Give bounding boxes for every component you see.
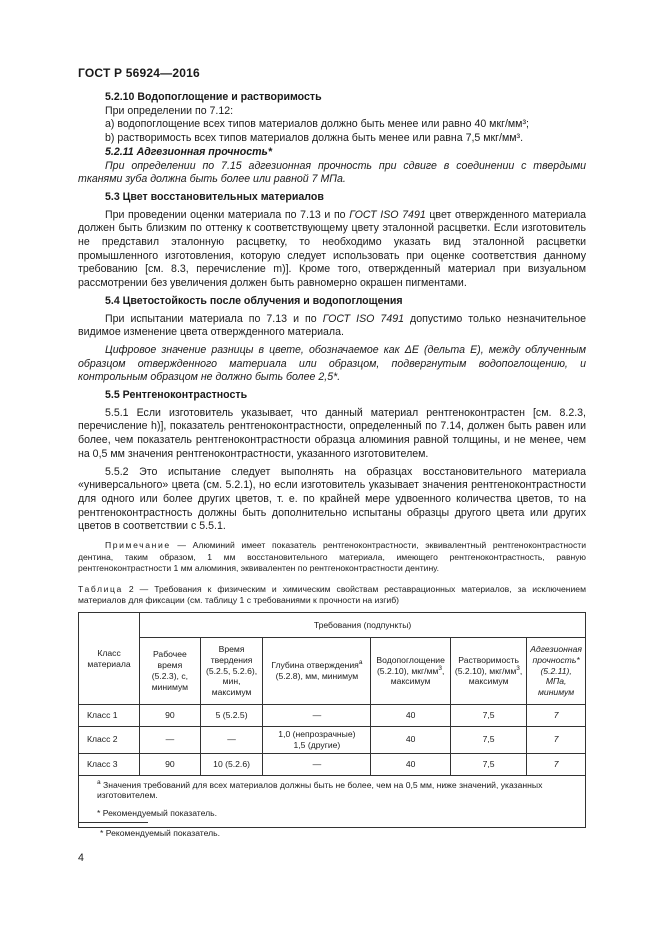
requirements-group-header: Требования (подпункты) [140,613,586,638]
gost-iso-7491-ref: ГОСТ ISO 7491 [322,312,404,325]
table-caption: Таблица 2 — Требования к физическим и химическим свойствам реставрационных материалов, за исключением материалов для фиксации (см. таблицу 1 с требованиями к прочности на изгиб) [78,583,586,606]
table-row: Класс 2 — — 1,0 (непрозрачные) 1,5 (другие) 40 7,5 7 [79,727,586,754]
section-5-3-paragraph: При проведении оценки материала по 7.13 и по ГОСТ ISO 7491 цвет отвержденного материала должен быть близким по оттенку к соответствующему цвету эталонной расцветки. Если изготовитель не представил эталонную расцветку, то необходимо указать вид эталонной расцветки промышленного изготовления, которую следует использовать при оценке соответствия данному требованию [см. 8.3, перечисление m)]. Кроме того, отвержденный материал при визуальном рассмотрении без увеличения должен быть равномерно окрашен пигментами. [78,208,587,290]
col-adhesion: Адгезионная прочность* (5.2.11), МПа, минимум [527,638,586,705]
class-header: Класс материала [79,613,140,705]
requirements-table [78,612,586,828]
standard-header: ГОСТ Р 56924—2016 [78,66,200,80]
section-5-2-11-text: При определении по 7.15 адгезионная прочность при сдвиге в соединении с твердыми тканями зуба должна быть более или равной 7 МПа. [78,159,586,186]
section-5-2-10-item-b: b) растворимость всех типов материалов должна быть менее или равна 7,5 мкг/мм³. [105,132,524,145]
gost-iso-7491-ref: ГОСТ ISO 7491 [349,208,426,221]
section-5-4-title: 5.4 Цветостойкость после облучения и водопоглощения [105,294,403,307]
col-water-absorption: Водопоглощение (5.2.10), мкг/$мм^3$, максимум [371,638,451,705]
col-solubility: Растворимость (5.2.10), мкг/$мм^3$, максимум [450,638,526,705]
section-5-5-title: 5.5 Рентгеноконтрастность [105,389,248,402]
section-5-2-11-title: 5.2.11 Адгезионная прочность* [105,145,272,158]
section-5-4-paragraph-2: Цифровое значение разницы в цвете, обозначаемое как ΔE (дельта E), между облученным образцом отвержденного материала или образцом, подвергнутым водопоглощению, и контрольным образцом не должно быть более 2,5*. [78,343,586,384]
col-cure-time: Время твердения (5.2.5, 5.2.6), мин, максимум [200,638,263,705]
section-5-2-10-item-a: a) водопоглощение всех типов материалов должно быть менее или равно 40 мкг/мм³; [105,118,529,131]
section-5-5-1: 5.5.1 Если изготовитель указывает, что данный материал рентгеноконтрастен [см. 8.2.3, перечисление h)], показатель рентгеноконтрастности, определенный по 7.14, должен быть равен или более, чем показатель рентгеноконтрастности образца алюминия равной толщины, и не менее, чем на 0,5 мм значения рентгеноконтрастности, указанного изготовителем. [78,406,586,460]
col-work-time: Рабочее время (5.2.3), с, минимум [140,638,201,705]
note: Примечание — Алюминий имеет показатель рентгеноконтрастности, эквивалентный рентгеноконтрастности дентина, таким образом, 1 мм восстановительного материала, имеющего рентгеноконтрастность, равную рентгеноконтрастности 1 мм алюминия, эквивалентен по рентгеноконтрастности дентину. [78,540,586,574]
col-depth: Глубина отверждения$^a$ (5.2.8), мм, минимум [263,638,371,705]
footnote-divider [78,822,148,823]
page-content [78,91,586,828]
note-label: Примечание [105,540,171,551]
table-row: Класс 3 90 10 (5.2.6) — 40 7,5 7 [79,753,586,775]
section-5-4-paragraph-1: При испытании материала по 7.13 и по ГОСТ ISO 7491 допустимо только незначительное видимое изменение цвета отвержденного материала. [78,312,586,339]
section-5-2-10-title: 5.2.10 Водопоглощение и растворимость [105,91,322,103]
section-5-2-10-intro: При определении по 7.12: [105,104,234,117]
table-footnote-star: * Рекомендуемый показатель. [79,805,586,827]
section-5-3-title: 5.3 Цвет восстановительных материалов [105,190,324,203]
page-number: 4 [78,852,84,864]
table-row: Класс 1 90 5 (5.2.5) — 40 7,5 7 [79,705,586,727]
section-5-5-2: 5.5.2 Это испытание следует выполнять на образцах восстановительного материала «универсального» цвета (см. 5.2.1), но если изготовитель указывает значения рентгеноконтрастности для одного или более других цветов, т. е. по крайней мере удвоенного количества цветов, то на рентгеноконтрастность должны быть дополнительно испытаны образцы другого цвета или других цветов в соответствии с 5.5.1. [78,465,586,533]
page-footnote: * Рекомендуемый показатель. [100,828,221,838]
table-footnote-a: $^а$ Значения требований для всех материалов должны быть не более, чем на 0,5 мм, ниже значений, указанных изготовителем. [79,775,586,805]
